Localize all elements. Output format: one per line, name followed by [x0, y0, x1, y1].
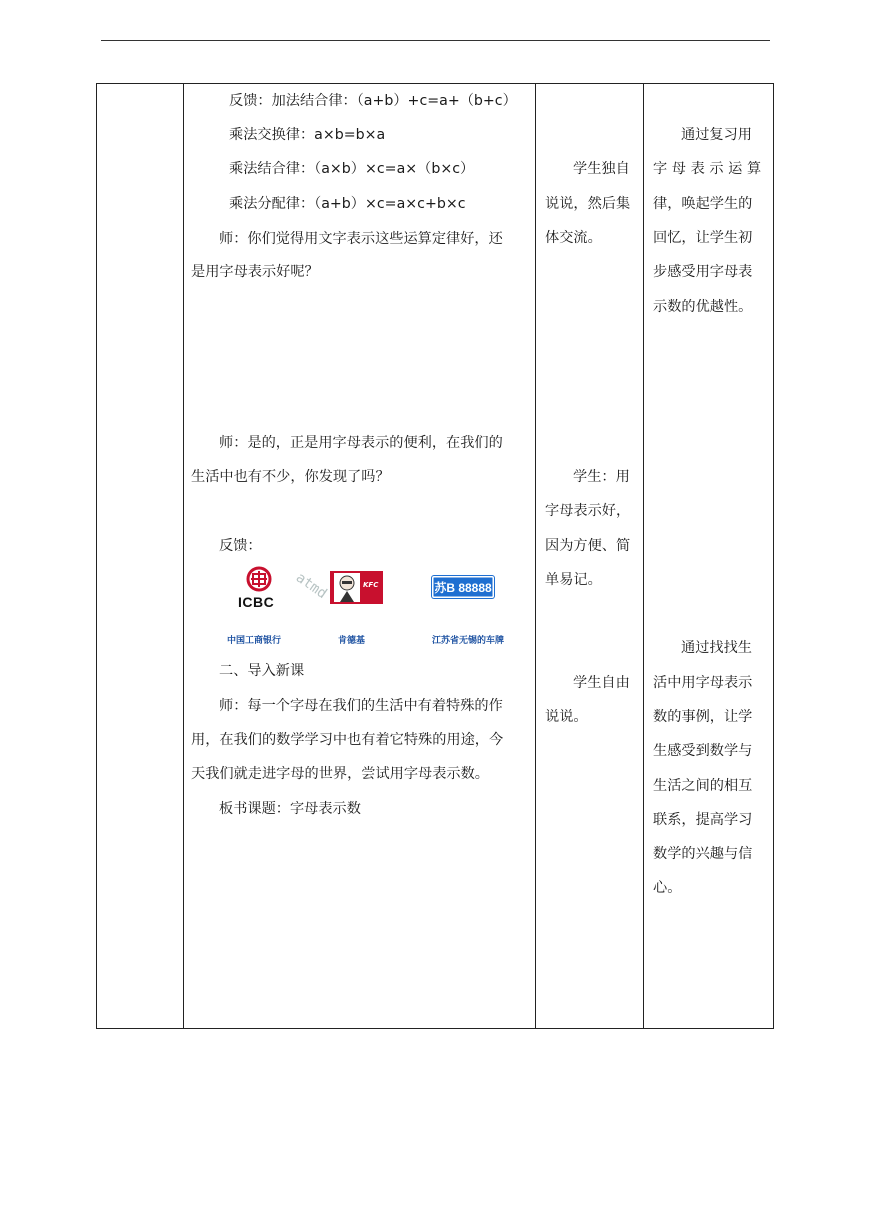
- teacher-question-line-2: 是用字母表示好呢？: [191, 264, 319, 280]
- multiplication-distributive-law: 乘法分配律：（a+b）×c=a×c+b×c: [229, 196, 466, 212]
- page-header-rule: [101, 40, 770, 41]
- column-divider-1: [183, 84, 184, 1028]
- intent-2-line-8: 心。: [653, 880, 682, 896]
- license-plate: [432, 576, 494, 598]
- teacher-intro-line-2: 用，在我们的数学学习中也有着它特殊的用途，今: [191, 732, 504, 748]
- student-activity-2-line-4: 单易记。: [545, 572, 602, 588]
- feedback-label: 反馈：: [219, 538, 262, 554]
- intent-1-line-1: 通过复习用: [681, 127, 752, 143]
- intent-1-line-4: 回忆，让学生初: [653, 230, 753, 246]
- multiplication-commutative-law: 乘法交换律：a×b=b×a: [229, 127, 386, 143]
- student-activity-1-line-1: 学生独自: [573, 161, 630, 177]
- student-activity-1-line-3: 体交流。: [545, 230, 602, 246]
- teacher-intro-line-1: 师：每一个字母在我们的生活中有着特殊的作: [219, 698, 503, 714]
- student-activity-3-line-2: 说说。: [545, 709, 588, 725]
- intent-1-line-6: 示数的优越性。: [653, 299, 753, 315]
- icbc-caption: 中国工商银行: [227, 636, 282, 646]
- intent-2-line-2: 活中用字母表示: [653, 675, 753, 691]
- intent-1-line-5: 步感受用字母表: [653, 264, 753, 280]
- column-divider-3: [643, 84, 644, 1028]
- icbc-logo-text: ICBC: [238, 594, 275, 610]
- plate-caption: 江苏省无锡的车牌: [432, 636, 505, 646]
- intent-2-line-5: 生活之间的相互: [653, 778, 753, 794]
- watermark: atmd: [292, 569, 330, 603]
- intent-2-line-4: 生感受到数学与: [653, 743, 753, 759]
- multiplication-associative-law: 乘法结合律：（a×b）×c=a×（b×c）: [229, 161, 475, 177]
- intent-2-line-6: 联系，提高学习: [653, 812, 753, 828]
- student-activity-2-line-1: 学生：用: [573, 469, 630, 485]
- student-activity-2-line-2: 字母表示好，: [545, 503, 631, 519]
- teacher-intro-line-3: 天我们就走进字母的世界，尝试用字母表示数。: [191, 766, 489, 782]
- column-divider-2: [535, 84, 536, 1028]
- intent-2-line-7: 数学的兴趣与信: [653, 846, 753, 862]
- board-title: 板书课题：字母表示数: [219, 801, 361, 817]
- license-plate-text: 苏B 88888: [434, 581, 492, 595]
- kfc-caption: 肯德基: [338, 636, 366, 646]
- intent-2-line-1: 通过找找生: [681, 640, 752, 656]
- intent-1-line-3: 律，唤起学生的: [653, 196, 753, 212]
- teacher-remark-line-1: 师：是的，正是用字母表示的便利，在我们的: [219, 435, 503, 451]
- student-activity-3-line-1: 学生自由: [573, 675, 630, 691]
- intent-1-line-2: 字母表示运算: [653, 161, 766, 177]
- kfc-logo-text: KFC: [363, 581, 379, 589]
- student-activity-2-line-3: 因为方便、简: [545, 538, 631, 554]
- student-activity-1-line-2: 说说，然后集: [545, 196, 631, 212]
- teacher-question-line-1: 师：你们觉得用文字表示这些运算定律好，还: [219, 231, 503, 247]
- teacher-remark-line-2: 生活中也有不少，你发现了吗？: [191, 469, 390, 485]
- feedback-addition-law: 反馈：加法结合律：（a+b）+c=a+（b+c）: [229, 93, 517, 109]
- intent-2-line-3: 数的事例，让学: [653, 709, 753, 725]
- section-new-lesson-heading: 二、导入新课: [219, 663, 305, 679]
